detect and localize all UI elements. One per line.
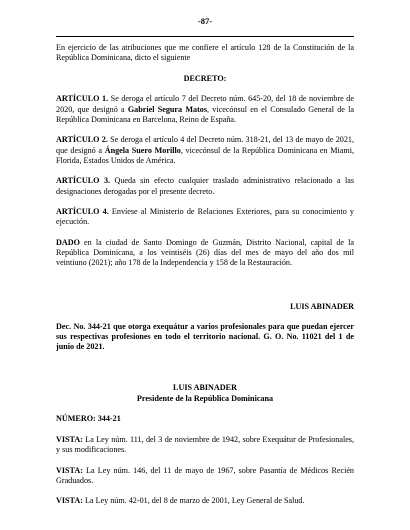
vista-3-text: La Ley núm. 42-01, del 8 de marzo de 2001, Ley General de Salud. [82,496,305,506]
header-rule [56,36,354,37]
article-4-text: Envíese al Ministerio de Relaciones Exteriores, para su conocimiento y ejecución. [56,207,354,227]
page-number: -87- [197,16,213,26]
vista-3-label: VISTA: [56,496,83,506]
article-4-label: ARTÍCULO 4. [56,207,109,217]
signature: LUIS ABINADER [290,301,354,311]
intro-paragraph: En ejercicio de las atribuciones que me confiere el artículo 128 de la Constitución de la República Dominicana, dicto el siguiente [56,43,354,63]
document-body [56,43,354,517]
vista-2-label: VISTA: [56,465,83,475]
article-2 [56,135,354,166]
article-1-name: Gabriel Segura Matos [127,104,208,114]
president-title: Presidente de la República Dominicana [136,393,274,403]
vista-1 [56,435,354,455]
article-4 [56,207,354,227]
vista-1-text: La Ley núm. 111, del 3 de noviembre de 1942, sobre Exequátur de Profesionales, y sus modificaciones. [56,434,354,454]
article-3-label: ARTÍCULO 3. [56,176,111,186]
dado-text: en la ciudad de Santo Domingo de Guzmán, Distrito Nacional, capital de la República Dominicana, a los veintiséis (26) días del mes de mayo del año dos mil veintiuno (2021); año 178 de la Independencia y 158 de la Restauración. [56,237,354,268]
vista-2-text: La Ley núm. 146, del 11 de mayo de 1967, sobre Pasantía de Médicos Recién Graduados. [56,465,354,485]
decree-number: NÚMERO: 344-21 [56,414,121,424]
decree-heading: DECRETO: [183,73,227,83]
vista-3 [56,496,354,506]
dado-label: DADO [56,237,80,247]
dado-paragraph [56,238,354,269]
article-1-text-b: , vicecónsul en el Consulado General de la República Dominicana en Barcelona, Reino de España. [56,104,355,124]
article-3-text: Queda sin efecto cualquier traslado administrativo relacionado a las designaciones derogadas por el presente decreto. [56,176,354,196]
vista-1-label: VISTA: [56,434,83,444]
decree-title: Dec. No. 344-21 que otorga exequátur a varios profesionales para que puedan ejercer sus respectivas profesiones en todo el territorio nacional. G. O. No. 11021 del 1 de junio de 2021. [56,321,354,352]
article-2-text-a: Se deroga el artículo 4 del Decreto núm. 318-21, del 13 de mayo de 2021, que designó a [56,135,354,155]
article-3 [56,176,354,196]
president-block [56,383,354,403]
article-1 [56,94,354,125]
article-2-label: ARTÍCULO 2. [56,135,108,145]
article-2-name: Ángela Suero Morillo [104,145,181,155]
article-1-label: ARTÍCULO 1. [56,94,109,104]
president-name: LUIS ABINADER [173,383,237,393]
vista-2 [56,466,354,486]
article-1-text-a: Se deroga el artículo 7 del Decreto núm. 645-20, del 18 de noviembre de 2020, que designó a [56,94,354,114]
article-2-text-b: , vicecónsul de la República Dominicana en Miami, Florida, Estados Unidos de América. [56,145,354,165]
